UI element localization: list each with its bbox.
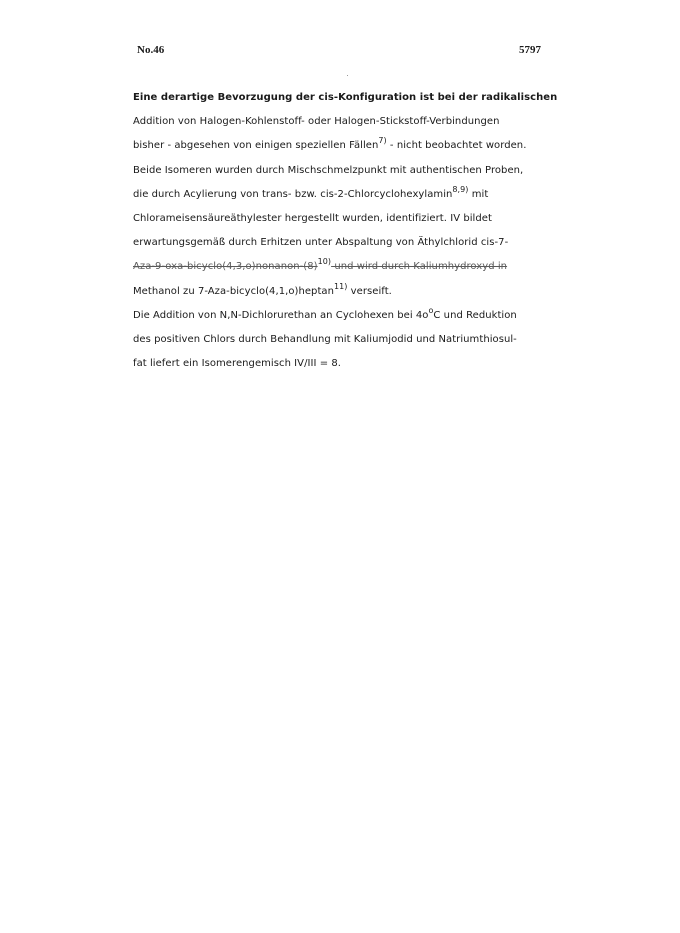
page-number: 5797 bbox=[519, 44, 541, 56]
p2-line-1-text: Die Addition von N,N-Dichlorurethan an Cyclohexen bei 4o bbox=[133, 309, 429, 321]
paragraph-1-line-7: erwartungsgemäß durch Erhitzen unter Abspaltung von Äthylchlorid cis-7- bbox=[133, 237, 509, 249]
line-9-text-end: verseift. bbox=[347, 285, 392, 297]
paragraph-1-line-6: Chlorameisensäureäthylester hergestellt wurden, identifiziert. IV bildet bbox=[133, 212, 492, 224]
page-header bbox=[137, 44, 541, 60]
line-9-text: Methanol zu 7-Aza-bicyclo(4,1,o)heptan bbox=[133, 285, 334, 297]
footnote-ref-10: 10) bbox=[317, 257, 332, 267]
paragraph-1-line-8 bbox=[133, 255, 558, 279]
paragraph-1-line-9 bbox=[133, 280, 558, 304]
body-text bbox=[133, 86, 558, 376]
footnote-ref-11: 11) bbox=[334, 281, 348, 291]
paragraph-2-line-2: des positiven Chlors durch Behandlung mit Kaliumjodid und Natriumthiosul- bbox=[133, 333, 517, 345]
paragraph-1-line-4: Beide Isomeren wurden durch Mischschmelzpunkt mit authentischen Proben, bbox=[133, 164, 524, 176]
degree-sign: o bbox=[428, 305, 434, 315]
paragraph-1-line-1: Eine derartige Bevorzugung der cis-Konfiguration ist bei der radikalischen bbox=[133, 92, 558, 103]
paragraph-2-line-1 bbox=[133, 304, 558, 328]
line-5-text-end: mit bbox=[468, 188, 489, 200]
footnote-ref-7: 7) bbox=[378, 136, 387, 146]
line-3-text-end: - nicht beobachtet worden. bbox=[386, 140, 527, 152]
paragraph-1-line-2: Addition von Halogen-Kohlenstoff- oder Halogen-Stickstoff-Verbindungen bbox=[133, 116, 500, 128]
paragraph-1-line-3 bbox=[133, 134, 558, 158]
journal-number: No.46 bbox=[137, 44, 165, 56]
line-5-text: die durch Acylierung von trans- bzw. cis-2-Chlorcyclohexylamin bbox=[133, 188, 453, 200]
p2-line-1-text-end: C und Reduktion bbox=[433, 309, 517, 321]
paragraph-1-line-5 bbox=[133, 183, 558, 207]
footnote-ref-8-9: 8,9) bbox=[452, 184, 469, 194]
scan-speck bbox=[347, 75, 348, 76]
paragraph-2-line-3: fat liefert ein Isomerengemisch IV/III = 8. bbox=[133, 358, 342, 370]
struck-text: Aza-9-oxa-bicyclo(4,3,o)nonanon-(8) bbox=[133, 261, 318, 273]
line-3-text: bisher - abgesehen von einigen speziellen Fällen bbox=[133, 140, 379, 152]
struck-text-end: und wird durch Kaliumhydroxyd in bbox=[331, 261, 508, 273]
